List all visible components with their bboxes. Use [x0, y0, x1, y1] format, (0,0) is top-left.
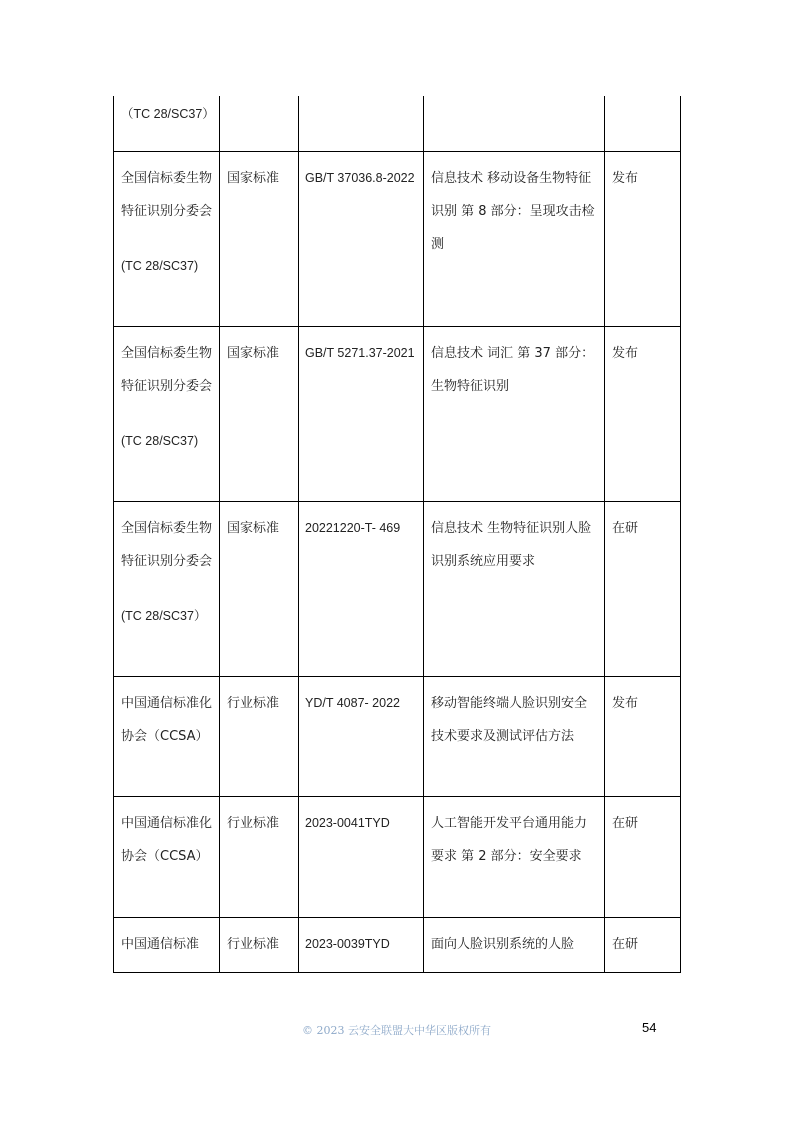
name-cell: 信息技术 词汇 第 37 部分：生物特征识别 [424, 326, 605, 501]
table-row [114, 676, 681, 796]
table-row [114, 917, 681, 972]
code-cell: 20221220-T- 469 [299, 501, 424, 676]
type-cell [220, 96, 299, 151]
table-row [114, 796, 681, 917]
code-cell: GB/T 5271.37-2021 [299, 326, 424, 501]
org-cell [114, 96, 220, 151]
org-committee-code: (TC 28/SC37) [121, 258, 199, 273]
name-cell [424, 96, 605, 151]
org-committee-code: （TC 28/SC37） [121, 107, 215, 121]
org-name: 全国信标委生物特征识别分委会 [121, 520, 213, 569]
org-cell [114, 917, 220, 972]
status-cell: 在研 [605, 796, 681, 917]
standards-table [113, 96, 681, 973]
type-cell: 行业标准 [220, 796, 299, 917]
org-cell [114, 796, 220, 917]
org-cell [114, 151, 220, 326]
name-cell: 信息技术 移动设备生物特征识别 第 8 部分：呈现攻击检测 [424, 151, 605, 326]
type-cell: 行业标准 [220, 676, 299, 796]
status-cell: 在研 [605, 917, 681, 972]
name-cell: 面向人脸识别系统的人脸 [424, 917, 605, 972]
name-cell: 信息技术 生物特征识别人脸识别系统应用要求 [424, 501, 605, 676]
org-name: 全国信标委生物特征识别分委会 [121, 170, 213, 219]
code-cell: 2023-0041TYD [299, 796, 424, 917]
org-name: 中国通信标准化协会（CCSA） [121, 695, 213, 744]
code-cell [299, 96, 424, 151]
code-cell: 2023-0039TYD [299, 917, 424, 972]
org-cell [114, 326, 220, 501]
org-committee-code: (TC 28/SC37） [121, 608, 207, 623]
type-cell: 国家标准 [220, 326, 299, 501]
status-cell [605, 96, 681, 151]
type-cell: 国家标准 [220, 151, 299, 326]
name-cell: 人工智能开发平台通用能力要求 第 2 部分：安全要求 [424, 796, 605, 917]
status-cell: 发布 [605, 151, 681, 326]
org-committee-code: (TC 28/SC37) [121, 433, 199, 448]
code-cell: GB/T 37036.8-2022 [299, 151, 424, 326]
status-cell: 发布 [605, 326, 681, 501]
type-cell: 行业标准 [220, 917, 299, 972]
org-cell [114, 676, 220, 796]
table-row [114, 326, 681, 501]
type-cell: 国家标准 [220, 501, 299, 676]
name-cell: 移动智能终端人脸识别安全技术要求及测试评估方法 [424, 676, 605, 796]
code-cell: YD/T 4087- 2022 [299, 676, 424, 796]
footer-copyright: © 2023 云安全联盟大中华区版权所有 [302, 1024, 491, 1037]
org-name: 中国通信标准 [121, 936, 200, 952]
status-cell: 在研 [605, 501, 681, 676]
org-name: 全国信标委生物特征识别分委会 [121, 345, 213, 394]
table-row [114, 96, 681, 151]
page-number: 54 [642, 1020, 657, 1035]
org-cell [114, 501, 220, 676]
status-cell: 发布 [605, 676, 681, 796]
table-row [114, 501, 681, 676]
table-row [114, 151, 681, 326]
org-name: 中国通信标准化协会（CCSA） [121, 815, 213, 864]
